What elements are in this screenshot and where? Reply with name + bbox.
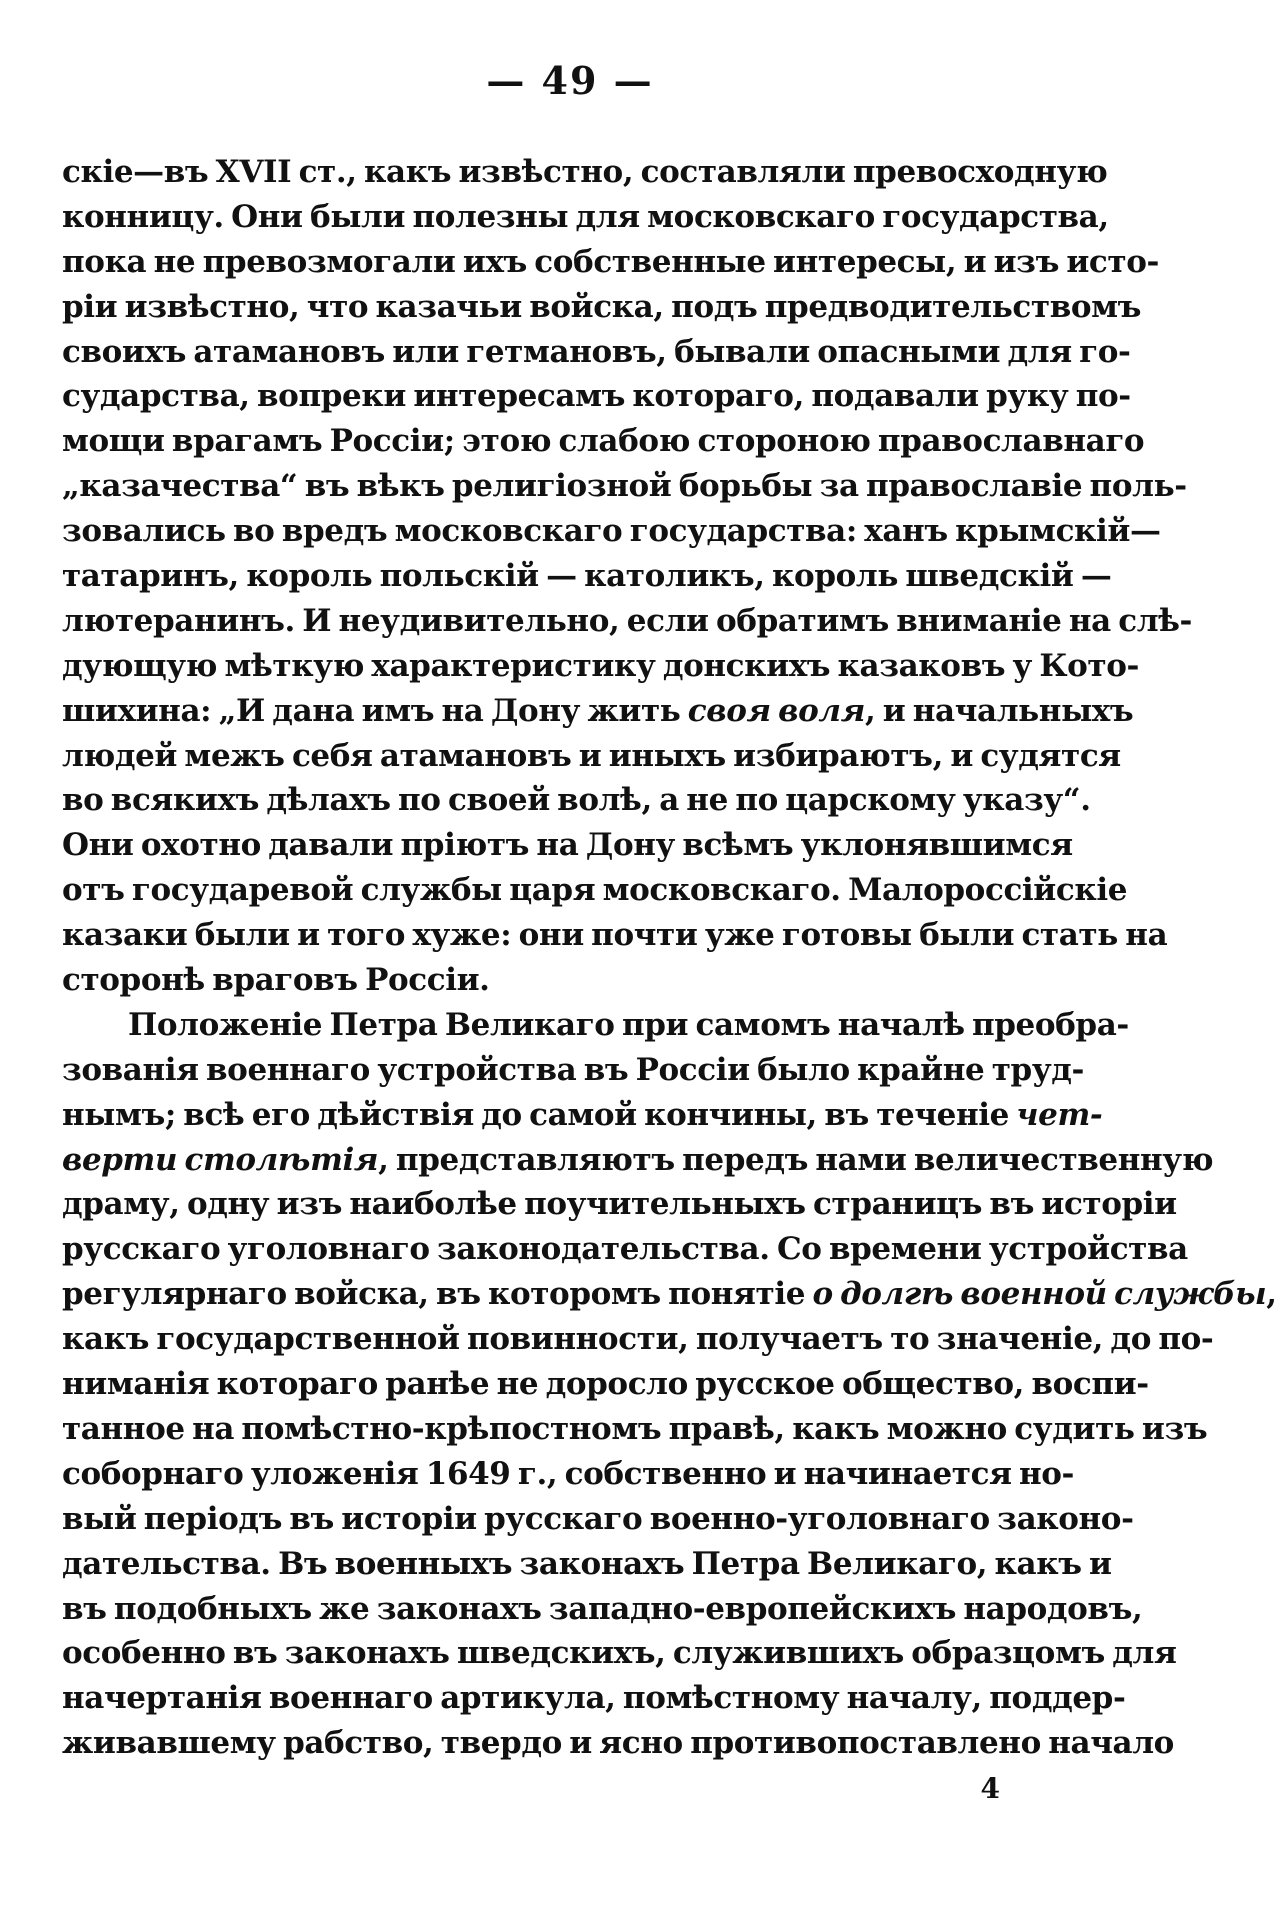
- text-line: соборнаго уложенія 1649 г., собственно и начинается но-: [62, 1455, 1075, 1492]
- text-line: верти столѣтія, представляютъ передъ нами величественную: [62, 1141, 1214, 1178]
- text-line: танное на помѣстно-крѣпостномъ правѣ, какъ можно судить изъ: [62, 1410, 1208, 1447]
- text-line: регулярнаго войска, въ которомъ понятіе о долгѣ военной службы,: [62, 1276, 1277, 1313]
- text-line: отъ государевой службы царя московскаго. Малороссійскіе: [62, 872, 1128, 909]
- text-line: своихъ атамановъ или гетмановъ, бывали опасными для го-: [62, 333, 1131, 370]
- page-number: — 49 —: [486, 58, 654, 103]
- italic-phrase: чет-: [1016, 1096, 1103, 1133]
- text-line: во всякихъ дѣлахъ по своей волѣ, а не по царскому указу“.: [62, 782, 1091, 819]
- text-line: русскаго уголовнаго законодательства. Со времени устройства: [62, 1231, 1188, 1268]
- text-line: нымъ; всѣ его дѣйствія до самой кончины, въ теченіе чет-: [62, 1096, 1103, 1133]
- text-line: ниманія котораго ранѣе не доросло русское общество, воспи-: [62, 1366, 1149, 1403]
- text-line: сударства, вопреки интересамъ котораго, подавали руку по-: [62, 378, 1131, 415]
- text-line: татаринъ, король польскій — католикъ, король шведскій —: [62, 558, 1112, 595]
- text-line: Они охотно давали пріютъ на Дону всѣмъ уклонявшимся: [62, 827, 1073, 864]
- text-line: дующую мѣткую характеристику донскихъ казаковъ у Кото-: [62, 647, 1139, 684]
- text-line: какъ государственной повинности, получаетъ то значеніе, до по-: [62, 1321, 1214, 1358]
- text-line: скіе—въ XVII ст., какъ извѣстно, составляли превосходную: [62, 154, 1108, 190]
- text-line: вый періодъ въ исторіи русскаго военно-уголовнаго законо-: [62, 1500, 1134, 1537]
- text-line: въ подобныхъ же законахъ западно-европейскихъ народовъ,: [62, 1590, 1143, 1627]
- text-line: зовались во вредъ московскаго государства: ханъ крымскій—: [62, 513, 1161, 550]
- text-line: особенно въ законахъ шведскихъ, служившихъ образцомъ для: [62, 1635, 1177, 1672]
- text-line: Положеніе Петра Великаго при самомъ началѣ преобра-: [128, 1006, 1129, 1043]
- text-line: казаки были и того хуже: они почти уже готовы были стать на: [62, 917, 1168, 954]
- text-line: начертанія военнаго артикула, помѣстному началу, поддер-: [62, 1680, 1126, 1717]
- signature-mark: 4: [980, 1772, 1000, 1805]
- text-line: конницу. Они были полезны для московскаго государства,: [62, 198, 1109, 235]
- text-line: пока не превозмогали ихъ собственные интересы, и изъ исто-: [62, 243, 1159, 280]
- text-line: лютеранинъ. И неудивительно, если обратимъ вниманіе на слѣ-: [62, 602, 1193, 639]
- text-line: зованія военнаго устройства въ Россіи было крайне труд-: [62, 1051, 1084, 1088]
- text-line: ріи извѣстно, что казачьи войска, подъ предводительствомъ: [62, 288, 1142, 325]
- text-line: шихина: „И дана имъ на Дону жить своя воля, и начальныхъ: [62, 692, 1134, 729]
- text-line: людей межъ себя атамановъ и иныхъ избираютъ, и судятся: [62, 737, 1121, 774]
- text-line: дательства. Въ военныхъ законахъ Петра Великаго, какъ и: [62, 1545, 1112, 1582]
- text-line: драму, одну изъ наиболѣе поучительныхъ страницъ въ исторіи: [62, 1186, 1177, 1223]
- text-line: мощи врагамъ Россіи; этою слабою стороною православнаго: [62, 423, 1145, 460]
- italic-phrase: о долгѣ военной службы: [812, 1276, 1267, 1313]
- text-line: живавшему рабство, твердо и ясно противопоставлено начало: [62, 1725, 1174, 1762]
- italic-phrase: верти столѣтія: [62, 1141, 379, 1178]
- italic-phrase: своя воля: [687, 692, 865, 729]
- body-text: [62, 150, 1277, 1766]
- text-line: сторонѣ враговъ Россіи.: [62, 962, 490, 999]
- text-line: „казачества“ въ вѣкъ религіозной борьбы за православіе поль-: [62, 468, 1187, 505]
